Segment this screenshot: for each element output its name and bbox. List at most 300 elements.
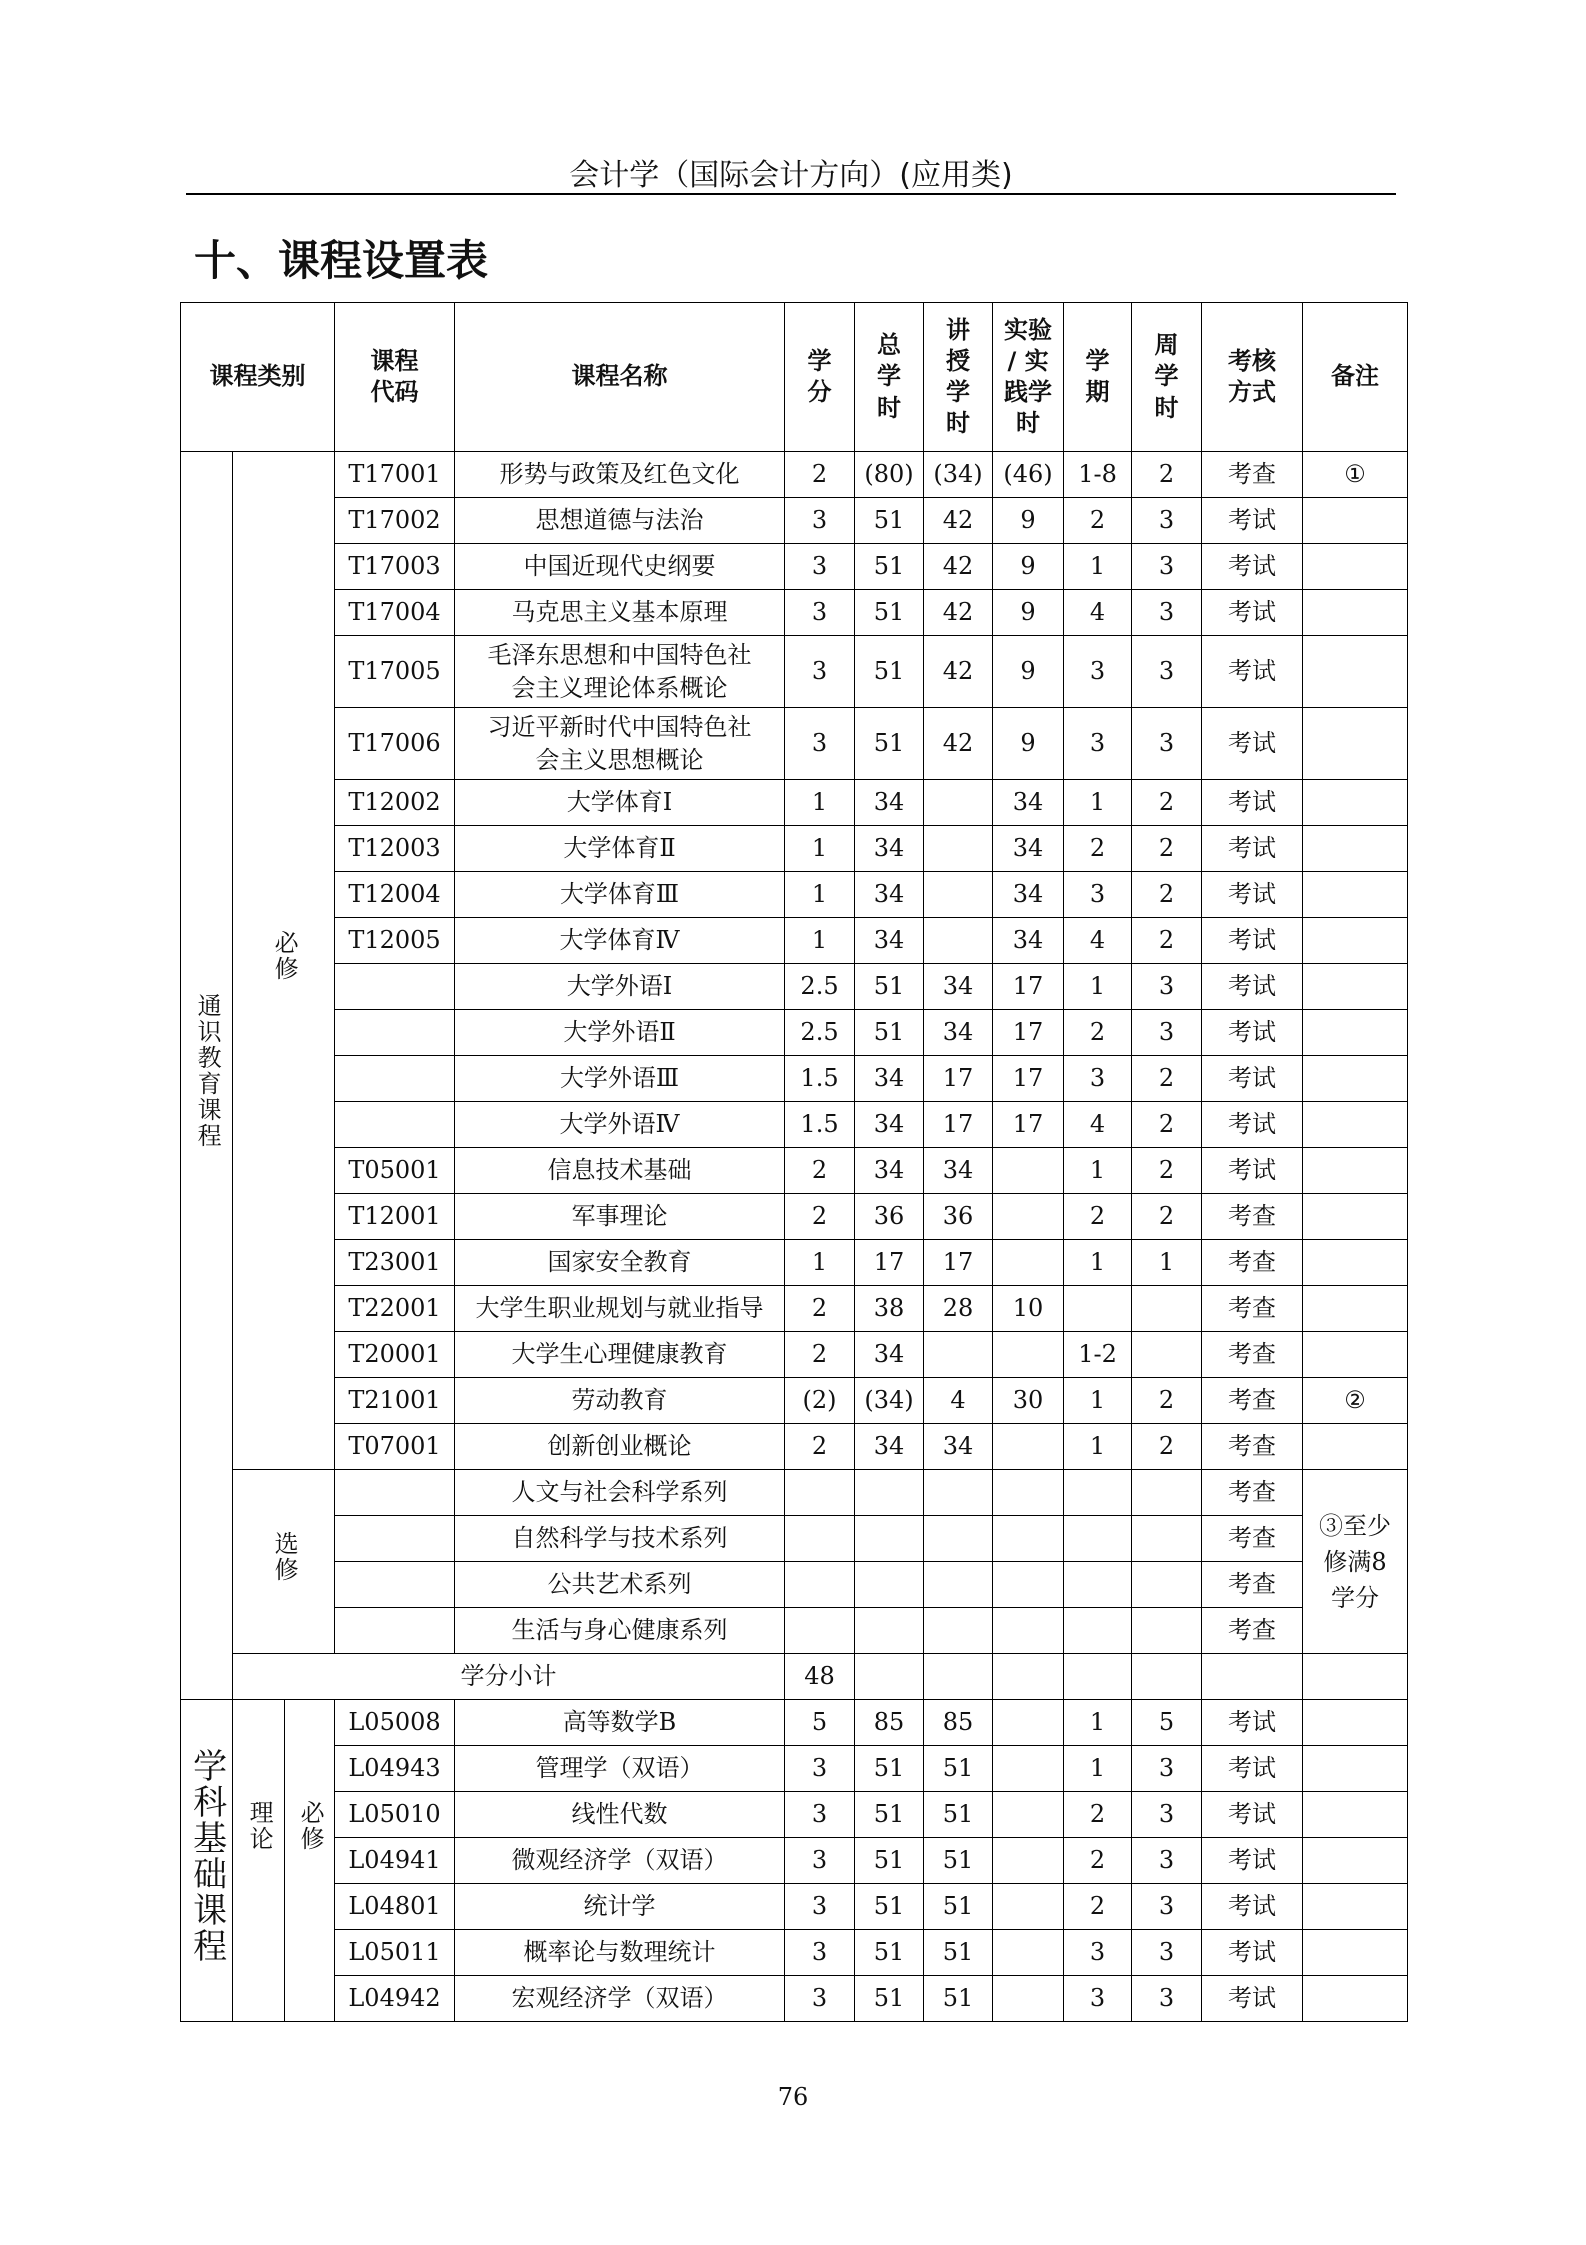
course-name: 大学体育Ⅲ <box>455 872 785 918</box>
lab-hours: 17 <box>993 1010 1064 1056</box>
course-name: 大学生职业规划与就业指导 <box>455 1286 785 1332</box>
total-hours: 51 <box>855 964 924 1010</box>
credit: 1 <box>785 780 855 826</box>
total-hours: 51 <box>855 498 924 544</box>
note <box>1303 590 1408 636</box>
course-code: T17005 <box>335 636 455 708</box>
exam-method: 考试 <box>1202 1976 1303 2022</box>
lecture-hours: 36 <box>924 1194 993 1240</box>
credit: 2 <box>785 1286 855 1332</box>
weekly-hours: 3 <box>1132 1976 1202 2022</box>
weekly-hours: 2 <box>1132 1378 1202 1424</box>
lecture-hours: 4 <box>924 1378 993 1424</box>
total-hours: 51 <box>855 1976 924 2022</box>
course-name: 宏观经济学（双语） <box>455 1976 785 2022</box>
exam-method: 考试 <box>1202 1930 1303 1976</box>
course-code: T17001 <box>335 452 455 498</box>
lab-hours: 9 <box>993 590 1064 636</box>
course-code <box>335 1608 455 1654</box>
course-name: 大学体育Ⅱ <box>455 826 785 872</box>
lecture-hours: 34 <box>924 1010 993 1056</box>
section-title: 十、课程设置表 <box>194 236 489 285</box>
semester <box>1064 1286 1132 1332</box>
table-row <box>181 1332 1408 1378</box>
table-row <box>181 1884 1408 1930</box>
exam-method: 考试 <box>1202 1792 1303 1838</box>
lecture-hours <box>924 826 993 872</box>
page-header-title: 会计学（国际会计方向）(应用类) <box>569 158 1013 193</box>
lab-hours <box>993 1654 1064 1700</box>
exam-method: 考查 <box>1202 1240 1303 1286</box>
note <box>1303 1424 1408 1470</box>
header-exam-method: 考核 方式 <box>1202 303 1303 452</box>
note <box>1303 1102 1408 1148</box>
table-row <box>181 1930 1408 1976</box>
table-row <box>181 1700 1408 1746</box>
course-code: T12002 <box>335 780 455 826</box>
lecture-hours: 51 <box>924 1930 993 1976</box>
credit: 3 <box>785 1792 855 1838</box>
credit: 1.5 <box>785 1102 855 1148</box>
credit: 2 <box>785 1424 855 1470</box>
total-hours: 34 <box>855 918 924 964</box>
lecture-hours <box>924 1654 993 1700</box>
semester: 1 <box>1064 1424 1132 1470</box>
weekly-hours: 3 <box>1132 708 1202 780</box>
semester <box>1064 1608 1132 1654</box>
semester <box>1064 1470 1132 1516</box>
semester: 2 <box>1064 1010 1132 1056</box>
weekly-hours: 3 <box>1132 590 1202 636</box>
total-hours <box>855 1470 924 1516</box>
exam-method <box>1202 1654 1303 1700</box>
course-code: L04943 <box>335 1746 455 1792</box>
lecture-hours <box>924 780 993 826</box>
course-code: L04942 <box>335 1976 455 2022</box>
elective-name: 生活与身心健康系列 <box>455 1608 785 1654</box>
note <box>1303 1654 1408 1700</box>
credit: (2) <box>785 1378 855 1424</box>
credit: 3 <box>785 1930 855 1976</box>
elective-row <box>181 1470 1408 1516</box>
semester: 2 <box>1064 1838 1132 1884</box>
exam-method: 考试 <box>1202 1746 1303 1792</box>
course-code <box>335 1102 455 1148</box>
course-name: 信息技术基础 <box>455 1148 785 1194</box>
weekly-hours: 2 <box>1132 780 1202 826</box>
weekly-hours: 2 <box>1132 826 1202 872</box>
weekly-hours <box>1132 1654 1202 1700</box>
course-name: 大学外语Ⅲ <box>455 1056 785 1102</box>
group-subject-basic: 学科基础课程 <box>181 1700 233 2022</box>
credit: 5 <box>785 1700 855 1746</box>
exam-method: 考试 <box>1202 1010 1303 1056</box>
note <box>1303 826 1408 872</box>
table-row <box>181 872 1408 918</box>
lecture-hours: 34 <box>924 1424 993 1470</box>
total-hours: 34 <box>855 1148 924 1194</box>
elective-row <box>181 1608 1408 1654</box>
course-name: 大学外语Ⅰ <box>455 964 785 1010</box>
exam-method: 考试 <box>1202 964 1303 1010</box>
exam-method: 考试 <box>1202 1884 1303 1930</box>
note <box>1303 1746 1408 1792</box>
course-code: L05008 <box>335 1700 455 1746</box>
note <box>1303 1148 1408 1194</box>
course-code: T05001 <box>335 1148 455 1194</box>
exam-method: 考试 <box>1202 544 1303 590</box>
credit: 3 <box>785 544 855 590</box>
table-row <box>181 590 1408 636</box>
course-code <box>335 1516 455 1562</box>
lecture-hours: 42 <box>924 544 993 590</box>
credit <box>785 1608 855 1654</box>
note <box>1303 1930 1408 1976</box>
course-code: T20001 <box>335 1332 455 1378</box>
course-name: 高等数学B <box>455 1700 785 1746</box>
course-name: 思想道德与法治 <box>455 498 785 544</box>
exam-method: 考试 <box>1202 1102 1303 1148</box>
total-hours: 51 <box>855 1838 924 1884</box>
lecture-hours <box>924 1562 993 1608</box>
credit: 2 <box>785 1194 855 1240</box>
note <box>1303 1286 1408 1332</box>
note <box>1303 1056 1408 1102</box>
lab-hours: 34 <box>993 780 1064 826</box>
exam-method: 考试 <box>1202 590 1303 636</box>
lab-hours <box>993 1148 1064 1194</box>
total-hours: 51 <box>855 544 924 590</box>
lab-hours <box>993 1332 1064 1378</box>
total-hours: 51 <box>855 708 924 780</box>
exam-method: 考查 <box>1202 1194 1303 1240</box>
lab-hours: 34 <box>993 826 1064 872</box>
lecture-hours: 17 <box>924 1102 993 1148</box>
credit: 3 <box>785 498 855 544</box>
semester: 4 <box>1064 1102 1132 1148</box>
weekly-hours: 2 <box>1132 1102 1202 1148</box>
lab-hours <box>993 1424 1064 1470</box>
semester: 1 <box>1064 780 1132 826</box>
weekly-hours: 5 <box>1132 1700 1202 1746</box>
table-row <box>181 636 1408 708</box>
lab-hours <box>993 1700 1064 1746</box>
total-hours: 34 <box>855 1332 924 1378</box>
table-row <box>181 1378 1408 1424</box>
lab-hours: 9 <box>993 498 1064 544</box>
lab-hours: 9 <box>993 636 1064 708</box>
lecture-hours: 28 <box>924 1286 993 1332</box>
exam-method: 考试 <box>1202 636 1303 708</box>
semester: 1 <box>1064 1148 1132 1194</box>
credit: 1 <box>785 918 855 964</box>
page-number: 76 <box>777 2083 809 2111</box>
credit: 1.5 <box>785 1056 855 1102</box>
header-lecture-hours: 讲 授 学 时 <box>924 303 993 452</box>
note <box>1303 636 1408 708</box>
weekly-hours: 2 <box>1132 1424 1202 1470</box>
header-lab-hours: 实验 / 实 践学 时 <box>993 303 1064 452</box>
semester: 2 <box>1064 826 1132 872</box>
table-row <box>181 1010 1408 1056</box>
lecture-hours <box>924 1332 993 1378</box>
exam-method: 考查 <box>1202 1424 1303 1470</box>
note <box>1303 1332 1408 1378</box>
course-name: 中国近现代史纲要 <box>455 544 785 590</box>
total-hours: (34) <box>855 1378 924 1424</box>
total-hours: 51 <box>855 1792 924 1838</box>
lab-hours: 9 <box>993 544 1064 590</box>
lab-hours <box>993 1746 1064 1792</box>
note <box>1303 1838 1408 1884</box>
exam-method: 考试 <box>1202 918 1303 964</box>
table-row <box>181 544 1408 590</box>
credit: 3 <box>785 708 855 780</box>
weekly-hours: 3 <box>1132 1010 1202 1056</box>
course-code <box>335 1562 455 1608</box>
note <box>1303 544 1408 590</box>
note <box>1303 918 1408 964</box>
lab-hours: 17 <box>993 1102 1064 1148</box>
weekly-hours: 2 <box>1132 918 1202 964</box>
lab-hours <box>993 1240 1064 1286</box>
weekly-hours <box>1132 1608 1202 1654</box>
semester: 1 <box>1064 1378 1132 1424</box>
table-row <box>181 498 1408 544</box>
total-hours: 34 <box>855 872 924 918</box>
group-subject-required: 必修 <box>285 1700 335 2022</box>
total-hours <box>855 1654 924 1700</box>
exam-method: 考试 <box>1202 498 1303 544</box>
total-hours: 85 <box>855 1700 924 1746</box>
weekly-hours <box>1132 1562 1202 1608</box>
note <box>1303 1194 1408 1240</box>
lab-hours: 10 <box>993 1286 1064 1332</box>
course-code: T17006 <box>335 708 455 780</box>
exam-method: 考查 <box>1202 1516 1303 1562</box>
header-notes: 备注 <box>1303 303 1408 452</box>
lab-hours: 17 <box>993 1056 1064 1102</box>
lecture-hours: 51 <box>924 1976 993 2022</box>
note <box>1303 1240 1408 1286</box>
weekly-hours: 1 <box>1132 1240 1202 1286</box>
table-row <box>181 1286 1408 1332</box>
semester: 3 <box>1064 636 1132 708</box>
course-name: 线性代数 <box>455 1792 785 1838</box>
semester: 1 <box>1064 964 1132 1010</box>
lecture-hours: 85 <box>924 1700 993 1746</box>
weekly-hours <box>1132 1332 1202 1378</box>
table-row <box>181 826 1408 872</box>
table-row <box>181 918 1408 964</box>
course-code <box>335 1470 455 1516</box>
credit: 3 <box>785 1976 855 2022</box>
weekly-hours: 3 <box>1132 1792 1202 1838</box>
lecture-hours <box>924 918 993 964</box>
credit: 1 <box>785 1240 855 1286</box>
course-name: 大学外语Ⅳ <box>455 1102 785 1148</box>
course-name: 习近平新时代中国特色社 会主义思想概论 <box>455 708 785 780</box>
lab-hours: 30 <box>993 1378 1064 1424</box>
total-hours <box>855 1516 924 1562</box>
lab-hours <box>993 1562 1064 1608</box>
lecture-hours <box>924 872 993 918</box>
note <box>1303 498 1408 544</box>
credit: 1 <box>785 872 855 918</box>
weekly-hours: 2 <box>1132 1194 1202 1240</box>
credit <box>785 1562 855 1608</box>
exam-method: 考试 <box>1202 708 1303 780</box>
total-hours: 34 <box>855 826 924 872</box>
weekly-hours: 3 <box>1132 1884 1202 1930</box>
lecture-hours <box>924 1608 993 1654</box>
semester: 1 <box>1064 544 1132 590</box>
weekly-hours: 3 <box>1132 1746 1202 1792</box>
total-hours <box>855 1608 924 1654</box>
exam-method: 考查 <box>1202 1562 1303 1608</box>
elective-row <box>181 1516 1408 1562</box>
table-row <box>181 1792 1408 1838</box>
lecture-hours: 42 <box>924 498 993 544</box>
subtotal-credit: 48 <box>785 1654 855 1700</box>
total-hours: 36 <box>855 1194 924 1240</box>
course-code: T12005 <box>335 918 455 964</box>
semester <box>1064 1516 1132 1562</box>
total-hours: 51 <box>855 1746 924 1792</box>
elective-name: 公共艺术系列 <box>455 1562 785 1608</box>
weekly-hours: 2 <box>1132 1148 1202 1194</box>
weekly-hours: 3 <box>1132 964 1202 1010</box>
lab-hours <box>993 1194 1064 1240</box>
exam-method: 考试 <box>1202 872 1303 918</box>
course-name: 劳动教育 <box>455 1378 785 1424</box>
semester: 2 <box>1064 1792 1132 1838</box>
exam-method: 考查 <box>1202 1470 1303 1516</box>
course-code <box>335 1056 455 1102</box>
total-hours: 38 <box>855 1286 924 1332</box>
total-hours: 34 <box>855 780 924 826</box>
table-row <box>181 1424 1408 1470</box>
weekly-hours <box>1132 1516 1202 1562</box>
note <box>1303 1976 1408 2022</box>
table-row <box>181 780 1408 826</box>
note <box>1303 872 1408 918</box>
subtotal-label: 学分小计 <box>233 1654 785 1700</box>
course-name: 创新创业概论 <box>455 1424 785 1470</box>
lecture-hours: 17 <box>924 1056 993 1102</box>
credit: 3 <box>785 590 855 636</box>
course-code: T17002 <box>335 498 455 544</box>
weekly-hours: 2 <box>1132 452 1202 498</box>
course-name: 大学外语Ⅱ <box>455 1010 785 1056</box>
table-header-row <box>181 303 1408 452</box>
semester: 4 <box>1064 918 1132 964</box>
credit: 2 <box>785 1332 855 1378</box>
credit: 1 <box>785 826 855 872</box>
total-hours: 34 <box>855 1056 924 1102</box>
total-hours: 51 <box>855 590 924 636</box>
course-code: T12001 <box>335 1194 455 1240</box>
exam-method: 考试 <box>1202 780 1303 826</box>
lecture-hours: (34) <box>924 452 993 498</box>
elective-row <box>181 1562 1408 1608</box>
lab-hours <box>993 1884 1064 1930</box>
semester: 3 <box>1064 1976 1132 2022</box>
semester: 4 <box>1064 590 1132 636</box>
course-name: 大学体育Ⅰ <box>455 780 785 826</box>
lab-hours <box>993 1470 1064 1516</box>
credit <box>785 1516 855 1562</box>
header-rule <box>186 193 1396 195</box>
course-name: 大学体育Ⅳ <box>455 918 785 964</box>
course-code: L05010 <box>335 1792 455 1838</box>
table-row <box>181 1240 1408 1286</box>
credit: 3 <box>785 636 855 708</box>
credit: 3 <box>785 1746 855 1792</box>
lab-hours: 17 <box>993 964 1064 1010</box>
course-name: 微观经济学（双语） <box>455 1838 785 1884</box>
lecture-hours: 51 <box>924 1838 993 1884</box>
lecture-hours <box>924 1516 993 1562</box>
lab-hours <box>993 1838 1064 1884</box>
table-row <box>181 452 1408 498</box>
weekly-hours: 3 <box>1132 1930 1202 1976</box>
semester: 1 <box>1064 1240 1132 1286</box>
credit: 2 <box>785 452 855 498</box>
total-hours: 51 <box>855 636 924 708</box>
note <box>1303 708 1408 780</box>
total-hours: (80) <box>855 452 924 498</box>
total-hours: 51 <box>855 1010 924 1056</box>
semester: 1 <box>1064 1700 1132 1746</box>
total-hours: 34 <box>855 1102 924 1148</box>
total-hours: 51 <box>855 1930 924 1976</box>
lab-hours: (46) <box>993 452 1064 498</box>
lab-hours <box>993 1608 1064 1654</box>
semester: 1-2 <box>1064 1332 1132 1378</box>
weekly-hours <box>1132 1470 1202 1516</box>
header-semester: 学 期 <box>1064 303 1132 452</box>
lecture-hours <box>924 1470 993 1516</box>
course-code <box>335 1010 455 1056</box>
course-name: 概率论与数理统计 <box>455 1930 785 1976</box>
course-code: T21001 <box>335 1378 455 1424</box>
exam-method: 考查 <box>1202 1332 1303 1378</box>
course-name: 统计学 <box>455 1884 785 1930</box>
course-code: T12003 <box>335 826 455 872</box>
lab-hours: 34 <box>993 872 1064 918</box>
semester <box>1064 1654 1132 1700</box>
elective-note: ③至少 修满8 学分 <box>1303 1470 1408 1654</box>
semester: 3 <box>1064 872 1132 918</box>
semester <box>1064 1562 1132 1608</box>
course-code: T07001 <box>335 1424 455 1470</box>
semester: 2 <box>1064 1884 1132 1930</box>
course-name: 国家安全教育 <box>455 1240 785 1286</box>
group-elective: 选修 <box>233 1470 335 1654</box>
semester: 1 <box>1064 1746 1132 1792</box>
header-name: 课程名称 <box>455 303 785 452</box>
weekly-hours: 2 <box>1132 872 1202 918</box>
exam-method: 考试 <box>1202 1148 1303 1194</box>
course-code: T23001 <box>335 1240 455 1286</box>
table-row <box>181 1976 1408 2022</box>
note: ① <box>1303 452 1408 498</box>
total-hours: 34 <box>855 1424 924 1470</box>
lecture-hours: 34 <box>924 964 993 1010</box>
group-theory: 理论 <box>233 1700 285 2022</box>
table-row <box>181 1838 1408 1884</box>
